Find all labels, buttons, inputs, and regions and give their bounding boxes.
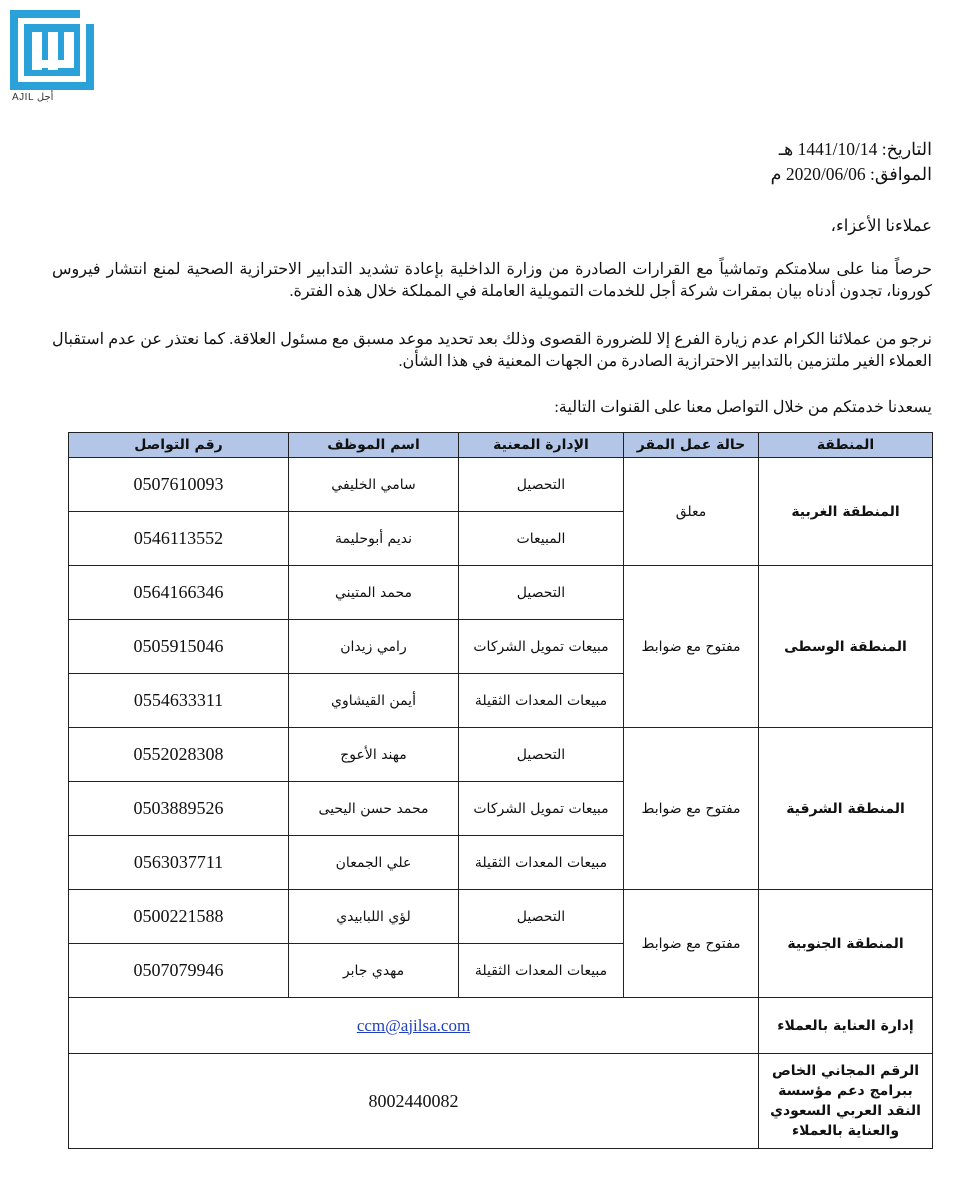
- company-logo: [6, 6, 132, 106]
- paragraph-1: حرصاً منا على سلامتكم وتماشياً مع القرارات الصادرة من وزارة الداخلية بإعادة تشديد التدابير الاحترازية الصحية لمنع انتشار فيروس كورونا، تجدون أدناه بيان بمقرات شركة أجل للخدمات التمويلية العاملة في المملكة خلال هذه الفترة.: [52, 261, 932, 300]
- department: مبيعات تمويل الشركات: [459, 620, 624, 674]
- department: التحصيل: [459, 458, 624, 512]
- employee-name: رامي زيدان: [289, 620, 459, 674]
- region-name: المنطقة الشرقية: [759, 728, 933, 890]
- employee-name: سامي الخليفي: [289, 458, 459, 512]
- header-status: حالة عمل المقر: [624, 433, 759, 458]
- phone-number: 0554633311: [69, 674, 289, 728]
- header-department: الإدارة المعنية: [459, 433, 624, 458]
- paragraph-2: نرجو من عملائنا الكرام عدم زيارة الفرع إلا للضرورة القصوى وذلك بعد تحديد موعد مسبق مع مسئول العلاقة. كما نعتذر عن عدم استقبال العملاء الغير ملتزمين بالتدابير الاحترازية الصادرة من الجهات المعنية في هذا الشأن.: [52, 331, 932, 370]
- employee-name: أيمن القيشاوي: [289, 674, 459, 728]
- ajil-logo-icon: [10, 10, 94, 90]
- header-region: المنطقة: [759, 433, 933, 458]
- phone-number: 0546113552: [69, 512, 289, 566]
- toll-free-number: 8002440082: [368, 1090, 459, 1111]
- phone-number: 0507610093: [69, 458, 289, 512]
- phone-number: 0563037711: [69, 836, 289, 890]
- phone-number: 0564166346: [69, 566, 289, 620]
- employee-name: نديم أبوحليمة: [289, 512, 459, 566]
- phone-number: 0500221588: [69, 890, 289, 944]
- phone-number: 0507079946: [69, 944, 289, 998]
- table-row: [69, 566, 933, 620]
- region-status: مفتوح مع ضوابط: [624, 566, 759, 728]
- paragraph-3: يسعدنا خدمتكم من خلال التواصل معنا على القنوات التالية:: [554, 399, 932, 416]
- customer-care-email-link[interactable]: ccm@ajilsa.com: [356, 1015, 471, 1035]
- hijri-date: التاريخ: 1441/10/14 هـ: [778, 139, 932, 159]
- table-body: [69, 458, 933, 1149]
- table-row: [69, 458, 933, 512]
- department: مبيعات تمويل الشركات: [459, 782, 624, 836]
- department: مبيعات المعدات الثقيلة: [459, 836, 624, 890]
- region-status: مفتوح مع ضوابط: [624, 728, 759, 890]
- employee-name: محمد حسن اليحيى: [289, 782, 459, 836]
- department: التحصيل: [459, 890, 624, 944]
- employee-name: مهدي جابر: [289, 944, 459, 998]
- table-header-row: [69, 433, 933, 458]
- department: المبيعات: [459, 512, 624, 566]
- customer-care-row: [69, 998, 933, 1054]
- region-name: المنطقة الجنوبية: [759, 890, 933, 998]
- department: مبيعات المعدات الثقيلة: [459, 944, 624, 998]
- employee-name: لؤي اللبابيدي: [289, 890, 459, 944]
- phone-number: 0503889526: [69, 782, 289, 836]
- region-name: المنطقة الوسطى: [759, 566, 933, 728]
- toll-free-label: الرقم المجاني الخاص ببرامج دعم مؤسسة النقد العربي السعودي والعناية بالعملاء: [759, 1054, 933, 1149]
- employee-name: مهند الأعوج: [289, 728, 459, 782]
- gregorian-date: الموافق: 2020/06/06 م: [770, 164, 932, 184]
- employee-name: محمد المتيني: [289, 566, 459, 620]
- phone-number: 0505915046: [69, 620, 289, 674]
- customer-care-email-cell: [69, 998, 759, 1054]
- table-row: [69, 890, 933, 944]
- date-block: [512, 137, 932, 187]
- phone-number: 0552028308: [69, 728, 289, 782]
- greeting: عملاءنا الأعزاء،: [830, 216, 932, 235]
- customer-care-label: إدارة العناية بالعملاء: [759, 998, 933, 1054]
- department: التحصيل: [459, 728, 624, 782]
- employee-name: علي الجمعان: [289, 836, 459, 890]
- department: مبيعات المعدات الثقيلة: [459, 674, 624, 728]
- region-status: مفتوح مع ضوابط: [624, 890, 759, 998]
- region-status: معلق: [624, 458, 759, 566]
- toll-free-row: [69, 1054, 933, 1149]
- header-employee: اسم الموظف: [289, 433, 459, 458]
- table-row: [69, 728, 933, 782]
- department: التحصيل: [459, 566, 624, 620]
- branches-table: [68, 432, 933, 1149]
- toll-free-number-cell: [69, 1054, 759, 1149]
- region-name: المنطقة الغربية: [759, 458, 933, 566]
- header-phone: رقم التواصل: [69, 433, 289, 458]
- logo-caption: AJIL أجل: [12, 92, 54, 103]
